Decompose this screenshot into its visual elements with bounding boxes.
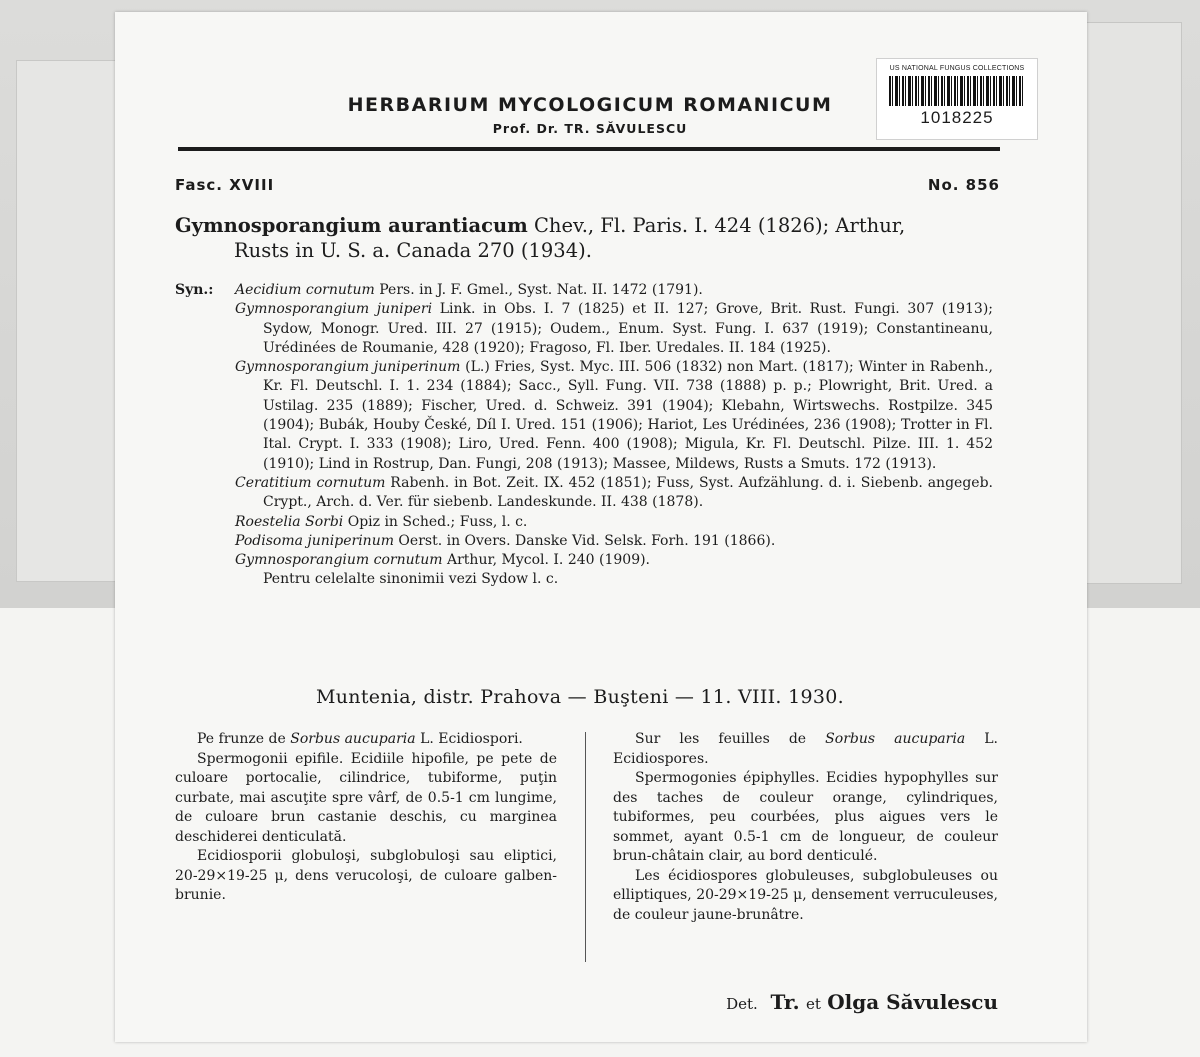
species-citation-1: Chev., Fl. Paris. I. 424 (1826); Arthur, xyxy=(533,214,906,237)
det-label: Det. xyxy=(726,995,758,1013)
determiner-et: et xyxy=(805,995,821,1013)
description-ro-paragraph: Spermogonii epifile. Ecidiile hipofile, pe pete de culoare portocalie, cilindrice, tubiforme, puţin curbate, mai ascuţite spre vârf, de 0.5-1 cm lungime, de culoare brun castanie deschis, cu marginea deschiderei denticulată. xyxy=(175,750,557,845)
herbarium-title: HERBARIUM MYCOLOGICUM ROMANICUM xyxy=(347,94,833,116)
description-fr-paragraph: Les écidiospores globuleuses, subglobuleuses ou elliptiques, 20-29×19-25 μ, densement verruculeuses, de couleur jaune-brunâtre. xyxy=(613,867,998,923)
synonym-entry: Gymnosporangium juniperinum (L.) Fries, Syst. Myc. III. 506 (1832) non Mart. (1817); Winter in Rabenh., Kr. Fl. Deutschl. I. 1. 234 (1884); Sacc., Syll. Fung. VII. 738 (1888) p. p.; Plowright, Brit. Ured. a Ustilag. 235 (1889); Fischer, Ured. d. Schweiz. 391 (1904); Klebahn, Wirtswechs. Rostpilze. 345 (1904); Bubák, Houby České, Díl I. Ured. 151 (1906); Hariot, Les Urédinées, 236 (1908); Trotter in Fl. Ital. Crypt. I. 333 (1908); Liro, Ured. Fenn. 400 (1908); Migula, Kr. Fl. Deutschl. Pilze. III. 1. 452 (1910); Lind in Rostrup, Dan. Fungi, 208 (1913); Massee, Mildews, Rusts a Smuts. 172 (1913). xyxy=(235,359,994,472)
column-divider xyxy=(585,732,586,962)
description-fr-paragraph: Sur les feuilles de Sorbus aucuparia L. Ecidiospores. xyxy=(613,731,998,767)
barcode-number: 1018225 xyxy=(920,108,994,127)
synonym-note: Pentru celelalte sinonimii vezi Sydow l. c. xyxy=(263,571,559,588)
determiner-tr: Tr. xyxy=(770,990,800,1014)
envelope-flap-left xyxy=(16,60,128,582)
collection-locality: Muntenia, distr. Prahova — Buşteni — 11. VIII. 1930. xyxy=(315,686,845,708)
synonym-entry: Gymnosporangium juniperi Link. in Obs. I. 7 (1825) et II. 127; Grove, Brit. Rust. Fungi. 307 (1913); Sydow, Monogr. Ured. III. 27 (1915); Oudem., Enum. Syst. Fung. I. 637 (1919); Constantineanu, Urédinées de Roumanie, 428 (1920); Fragoso, Fl. Iber. Uredales. II. 184 (1925). xyxy=(235,301,993,356)
species-name: Gymnosporangium aurantiacum xyxy=(175,214,528,237)
synonym-entry: Ceratitium cornutum Rabenh. in Bot. Zeit. IX. 452 (1851); Fuss, Syst. Aufzählung. d. i. Siebenb. angegeb. Crypt., Arch. d. Ver. für siebenb. Landeskunde. II. 438 (1878). xyxy=(235,474,993,511)
synonym-entry: Aecidium cornutum Pers. in J. F. Gmel., Syst. Nat. II. 1472 (1791). xyxy=(235,282,703,298)
barcode-icon xyxy=(889,76,1025,106)
description-ro-paragraph: Ecidiosporii globuloşi, subglobuloşi sau eliptici, 20-29×19-25 μ, dens verucoloşi, de culoare galben-brunie. xyxy=(175,848,557,903)
header-divider xyxy=(178,147,1000,151)
description-fr-paragraph: Spermogonies épiphylles. Ecidies hypophylles sur des taches de couleur orange, cylindriques, tubiformes, peu courbées, plus aigues vers le sommet, ayant 0.5-1 cm de longueur, de couleur brun-châtain clair, au bord denticulé. xyxy=(613,770,998,864)
fascicle-number: Fasc. XVIII xyxy=(175,176,275,194)
species-citation-2: Rusts in U. S. a. Canada 270 (1934). xyxy=(234,239,592,262)
barcode-label xyxy=(876,58,1038,140)
description-french xyxy=(613,730,998,925)
herbarium-subtitle: Prof. Dr. TR. SĂVULESCU xyxy=(492,121,688,136)
synonym-entry: Roestelia Sorbi Opiz in Sched.; Fuss, l. c. xyxy=(235,513,528,530)
synonym-entry: Gymnosporangium cornutum Arthur, Mycol. I. 240 (1909). xyxy=(235,552,651,569)
determiner-line xyxy=(726,990,998,1014)
description-romanian xyxy=(175,730,557,906)
barcode-caption: US NATIONAL FUNGUS COLLECTIONS xyxy=(889,65,1025,72)
synonymy-block xyxy=(175,281,993,590)
species-heading xyxy=(175,213,1003,263)
determiner-olga: Olga Săvulescu xyxy=(827,990,998,1014)
envelope-flap-right xyxy=(1085,22,1182,584)
synonymy-label: Syn.: xyxy=(175,282,214,298)
synonym-entry: Podisoma juniperinum Oerst. in Overs. Danske Vid. Selsk. Forh. 191 (1866). xyxy=(235,532,776,549)
description-ro-paragraph: Pe frunze de Sorbus aucuparia L. Ecidiospori. xyxy=(197,731,523,747)
specimen-number: No. 856 xyxy=(927,176,1000,194)
